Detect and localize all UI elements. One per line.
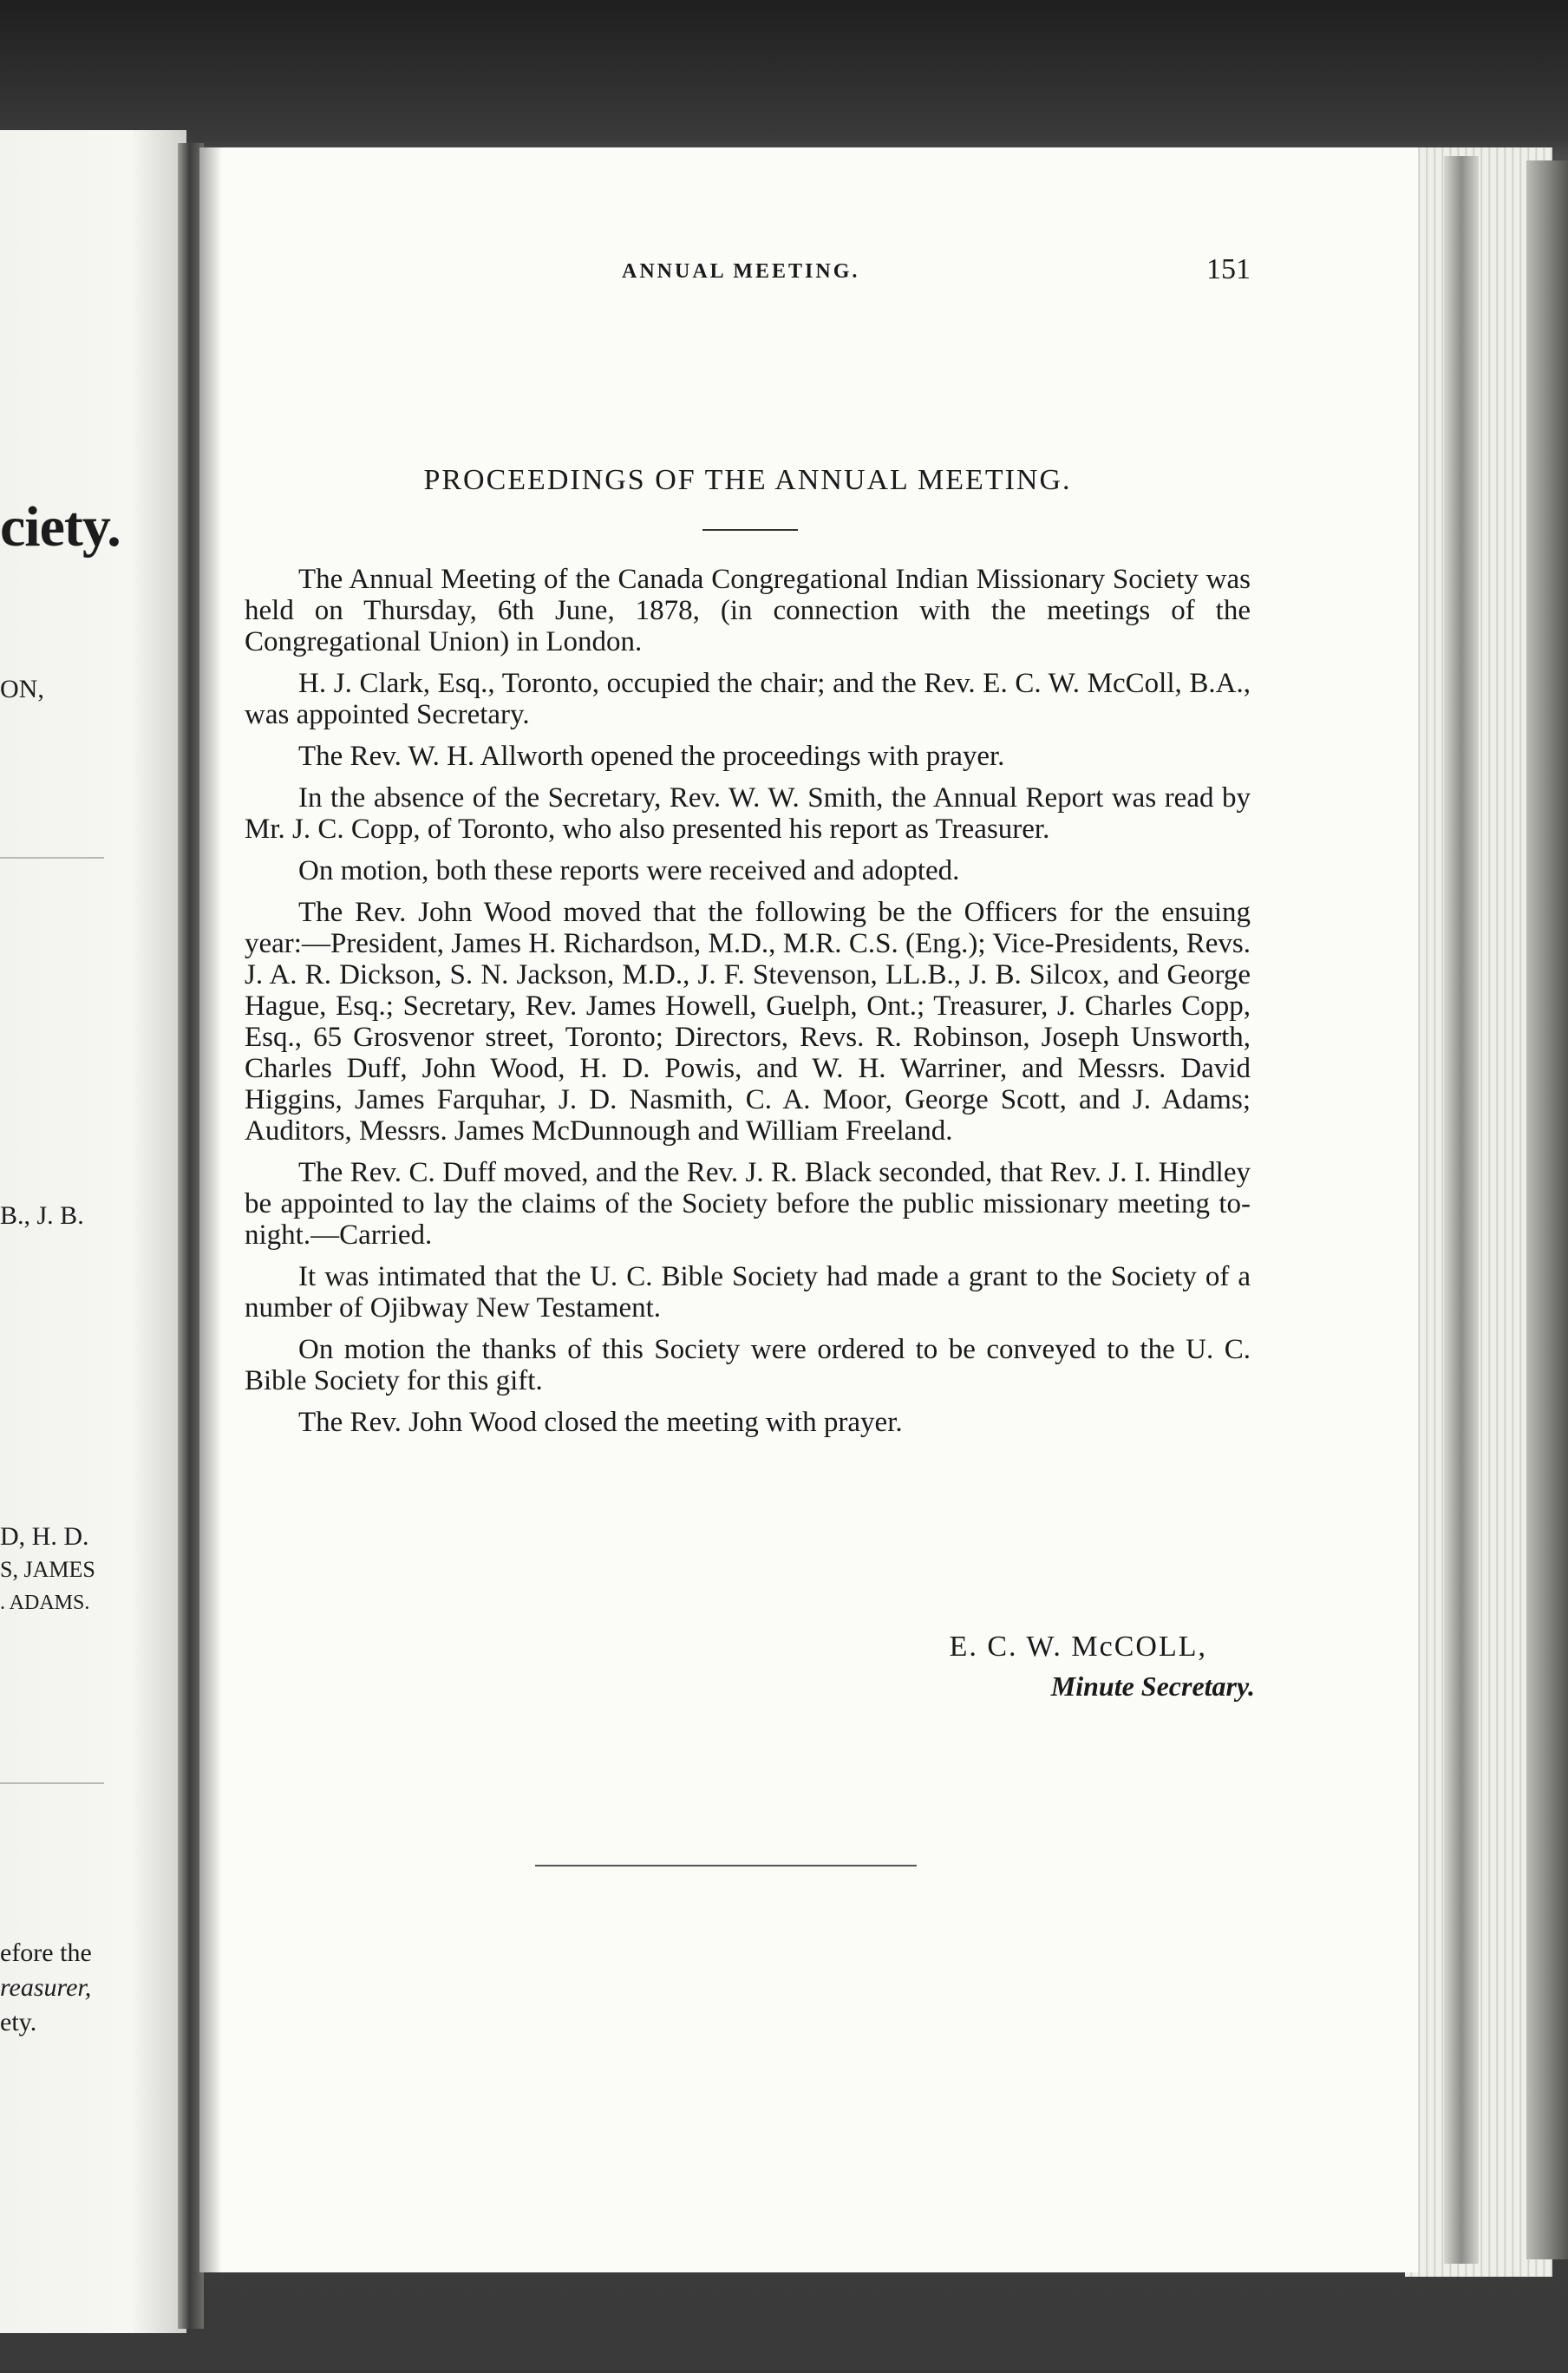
paragraph-officers: The Rev. John Wood moved that the following be the Officers for the ensuing year:—President, James H. Richardson, M.D., M.R. C.S. (Eng.); Vice-Presidents, Revs. J. A. R. Dickson, S. N. Jackson, M.D., J. F. Stevenson, LL.B., J. B. Silcox, and George Hague, Esq.; Secretary, Rev. James Howell, Guelph, Ont.; Treasurer, J. Charles Copp, Esq., 65 Grosvenor street, Toronto; Directors, Revs. R. Robinson, Joseph Unsworth, Charles Duff, John Wood, H. D. Powis, and W. H. Warriner, and Messrs. David Higgins, James Farquhar, J. D. Nasmith, C. A. Moor, George Scott, and J. Adams; Auditors, Messrs. James McDunnough and William Freeland. [245,897,1251,1147]
left-fragment-before: efore the [0,1938,92,1967]
left-fragment-on: ON, [0,675,44,703]
signature-name: E. C. W. McCOLL, [949,1631,1207,1663]
previous-page [0,130,186,2333]
left-fragment-society: ciety. [0,495,121,559]
section-title: PROCEEDINGS OF THE ANNUAL MEETING. [423,464,1072,496]
title-rule [702,529,798,531]
page-edges-shadow [1444,156,1479,2264]
left-fragment-hd: D, H. D. [0,1522,89,1551]
page-number: 151 [1206,253,1251,285]
closing-rule [535,1865,917,1866]
left-fragment-adams: . ADAMS. [0,1592,90,1614]
left-fragment-bjb: B., J. B. [0,1201,84,1230]
paragraph-reports-adopted: On motion, both these reports were received and adopted. [298,855,960,886]
paragraph-chair: H. J. Clark, Esq., Toronto, occupied the chair; and the Rev. E. C. W. McColl, B.A., was appointed Secretary. [245,668,1251,730]
paragraph-hindley-motion: The Rev. C. Duff moved, and the Rev. J. R. Black seconded, that Rev. J. I. Hindley be appointed to lay the claims of the Society before the public missionary meeting to-night.—Carried. [245,1157,1251,1251]
page-binding-shadow [199,147,222,2272]
paragraph-closing-prayer: The Rev. John Wood closed the meeting with prayer. [298,1407,903,1438]
minutes-body [245,564,1251,1448]
left-rule-1 [0,857,104,859]
paragraph-meeting-held: The Annual Meeting of the Canada Congregational Indian Missionary Society was held on Thursday, 6th June, 1878, (in connection with the meetings of the Congregational Union) in London. [245,564,1251,657]
left-fragment-ety: ety. [0,2008,37,2036]
running-title: ANNUAL MEETING. [622,260,860,283]
running-head [245,253,1251,304]
paragraph-opening-prayer: The Rev. W. H. Allworth opened the proceedings with prayer. [298,741,1005,772]
signature-block [245,1631,1255,1703]
signature-role: Minute Secretary. [1050,1670,1255,1702]
paragraph-bible-grant: It was intimated that the U. C. Bible Society had made a grant to the Society of a number of Ojibway New Testament. [245,1261,1251,1324]
paragraph-annual-report: In the absence of the Secretary, Rev. W. W. Smith, the Annual Report was read by Mr. J. C. Copp, of Toronto, who also presented his report as Treasurer. [245,782,1251,845]
paragraph-thanks: On motion the thanks of this Society were ordered to be conveyed to the U. C. Bible Society for this gift. [245,1334,1251,1396]
left-rule-2 [0,1782,104,1784]
book-cover-edge [1526,160,1568,2259]
left-fragment-treasurer: reasurer, [0,1973,92,2002]
left-fragment-james: S, JAMES [0,1557,95,1582]
